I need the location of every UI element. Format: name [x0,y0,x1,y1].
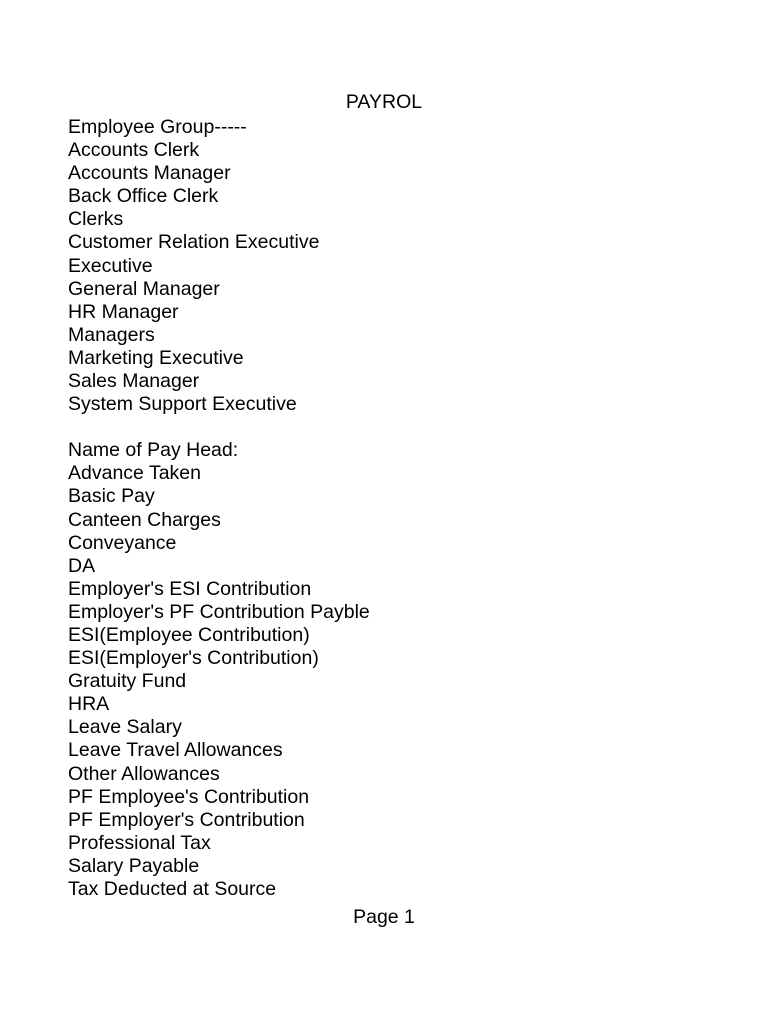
employee-group-item: Marketing Executive [68,346,244,369]
pay-head-item: Gratuity Fund [68,670,187,693]
employee-group-item: Back Office Clerk [68,185,219,208]
employee-group-item: Clerks [68,208,124,231]
pay-head-item: PF Employee's Contribution [68,785,310,808]
employee-group-item: Customer Relation Executive [68,231,320,254]
employee-group-item: HR Manager [68,300,179,323]
employee-group-heading: Employee Group----- [68,116,247,138]
pay-head-item: DA [68,554,96,577]
page-number: Page 1 [353,906,415,928]
pay-head-item: Employer's ESI Contribution [68,577,312,600]
pay-head-item: Conveyance [68,531,177,554]
employee-group-item: System Support Executive [68,393,297,416]
section-spacer [68,416,748,439]
pay-head-item: Leave Travel Allowances [68,739,283,762]
employee-group-item: Accounts Manager [68,162,231,185]
pay-head-item: Salary Payable [68,854,200,877]
page-title: PAYROL [345,91,423,113]
pay-head-item: Tax Deducted at Source [68,878,277,900]
pay-head-item: Basic Pay [68,485,155,508]
pay-head-item: PF Employer's Contribution [68,808,305,831]
pay-head-item: Canteen Charges [68,508,221,531]
pay-head-heading: Name of Pay Head: [68,439,239,462]
pay-head-item: HRA [68,693,110,716]
employee-group-item: General Manager [68,277,220,300]
pay-head-item: ESI(Employee Contribution) [68,623,310,646]
pay-head-item: Other Allowances [68,762,220,785]
pay-head-item: Professional Tax [68,831,211,854]
employee-group-item: Executive [68,254,153,277]
pay-head-item: ESI(Employer's Contribution) [68,647,319,670]
pay-head-item: Leave Salary [68,716,182,739]
employee-group-item: Sales Manager [68,370,200,393]
employee-group-item: Accounts Clerk [68,139,200,162]
pay-head-item: Advance Taken [68,462,201,485]
document-body [68,116,748,901]
employee-group-item: Managers [68,323,155,346]
pay-head-item: Employer's PF Contribution Payble [68,600,370,623]
